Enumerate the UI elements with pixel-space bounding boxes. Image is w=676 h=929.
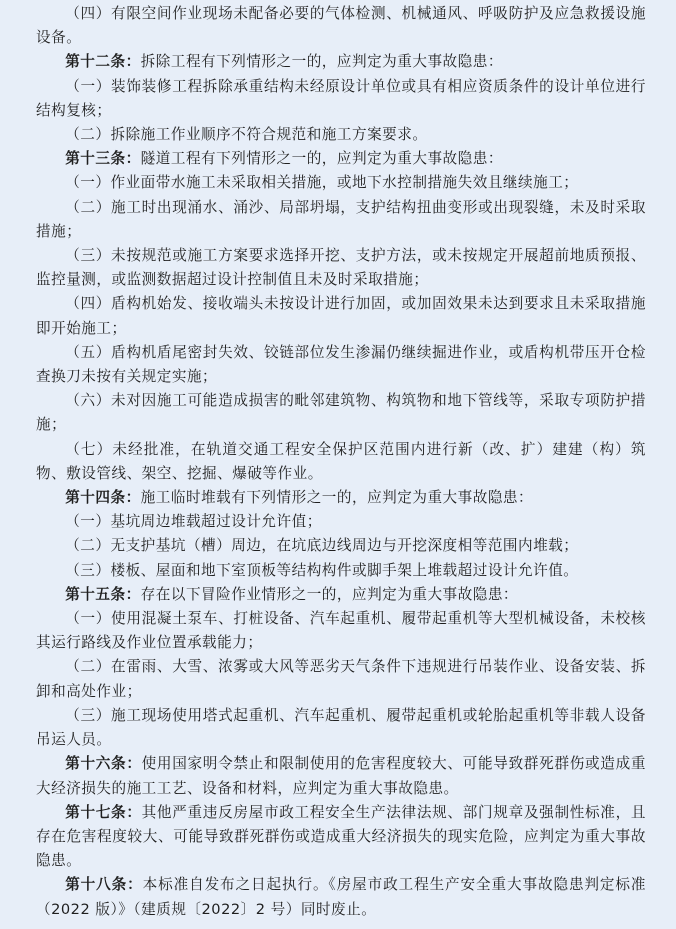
article-15-item-3	[36, 704, 646, 752]
article-13-item-2	[36, 196, 646, 244]
paragraph-text: 本标准自发布之日起执行。《房屋市政工程生产安全重大事故隐患判定标准（2022 版）》（建质规〔2022〕2 号）同时废止。	[36, 876, 646, 918]
article-label: 第十四条：	[65, 489, 141, 507]
article-18	[36, 873, 646, 921]
paragraph-text: 存在以下冒险作业情形之一的，应判定为重大事故隐患：	[140, 585, 519, 603]
article-label: 第十五条：	[65, 585, 141, 603]
paragraph-text: （七）未经批准，在轨道交通工程安全保护区范围内进行新（改、扩）建建（构）筑物、敷设管线、架空、挖掘、爆破等作业。	[36, 440, 646, 482]
article-15-heading	[36, 583, 646, 607]
paragraph-text: 使用国家明令禁止和限制使用的危害程度较大、可能导致群死群伤或造成重大经济损失的施工工艺、设备和材料，应判定为重大事故隐患。	[36, 755, 646, 797]
paragraph-text: （一）使用混凝土泵车、打桩设备、汽车起重机、履带起重机等大型机械设备，未校核其运行路线及作业位置承载能力；	[36, 610, 646, 652]
paragraph-text: （二）无支护基坑（槽）周边，在坑底边线周边与开挖深度相等范围内堆载；	[65, 537, 579, 555]
article-13-item-7	[36, 438, 646, 486]
paragraph-text: （一）基坑周边堆载超过设计允许值；	[65, 513, 322, 531]
paragraph-text: （五）盾构机盾尾密封失效、铰链部位发生渗漏仍继续掘进作业，或盾构机带压开仓检查换刀未按有关规定实施；	[36, 343, 646, 386]
paragraph-text: 施工临时堆载有下列情形之一的，应判定为重大事故隐患：	[140, 489, 534, 507]
paragraph-text: （三）施工现场使用塔式起重机、汽车起重机、履带起重机或轮胎起重机等非载人设备吊运人员。	[36, 706, 646, 749]
article-14-item-2	[36, 534, 646, 558]
paragraph-text: （三）未按规范或施工方案要求选择开挖、支护方法，或未按规定开展超前地质预报、监控量测，或监测数据超过设计控制值且未及时采取措施；	[36, 247, 646, 289]
article-12-item-1	[36, 75, 646, 123]
article-14-heading	[36, 486, 646, 510]
article-14-item-1	[36, 510, 646, 534]
article-13-item-4	[36, 292, 646, 340]
article-15-item-1	[36, 607, 646, 655]
article-13-heading	[36, 147, 646, 171]
paragraph-4-facilities	[36, 2, 646, 50]
paragraph-text: （四）有限空间作业现场未配备必要的气体检测、机械通风、呼吸防护及应急救援设施设备。	[36, 5, 646, 47]
paragraph-text: 其他严重违反房屋市政工程安全生产法律法规、部门规章及强制性标准，且存在危害程度较大、可能导致群死群伤或造成重大经济损失的现实危险，应判定为重大事故隐患。	[36, 803, 646, 870]
article-label: 第十三条：	[65, 150, 141, 168]
paragraph-text: （四）盾构机始发、接收端头未按设计进行加固，或加固效果未达到要求且未采取措施即开始施工；	[36, 295, 646, 337]
article-17	[36, 801, 646, 874]
paragraph-text: （一）作业面带水施工未采取相关措施，或地下水控制措施失效且继续施工；	[65, 174, 579, 192]
article-16	[36, 752, 646, 800]
article-14-item-3	[36, 559, 646, 583]
paragraph-text: （二）施工时出现涌水、涌沙、局部坍塌，支护结构扭曲变形或出现裂缝，未及时采取措施；	[36, 198, 646, 240]
article-label: 第十二条：	[65, 53, 141, 71]
article-13-item-1	[36, 171, 646, 195]
article-label: 第十七条：	[65, 803, 142, 821]
article-15-item-2	[36, 655, 646, 703]
paragraph-text: （六）未对因施工可能造成损害的毗邻建筑物、构筑物和地下管线等，采取专项防护措施；	[36, 392, 646, 434]
article-13-item-6	[36, 389, 646, 437]
article-12-heading	[36, 50, 646, 74]
paragraph-text: 拆除工程有下列情形之一的，应判定为重大事故隐患：	[140, 53, 503, 71]
paragraph-text: （三）楼板、屋面和地下室顶板等结构构件或脚手架上堆载超过设计允许值。	[65, 561, 579, 579]
paragraph-text: （二）拆除施工作业顺序不符合规范和施工方案要求。	[65, 126, 428, 144]
article-13-item-5	[36, 341, 646, 389]
paragraph-text: 隧道工程有下列情形之一的，应判定为重大事故隐患：	[140, 150, 503, 168]
article-12-item-2	[36, 123, 646, 147]
article-13-item-3	[36, 244, 646, 292]
paragraph-text: （一）装饰装修工程拆除承重结构未经原设计单位或具有相应资质条件的设计单位进行结构复核；	[36, 77, 646, 119]
article-label: 第十六条：	[65, 755, 142, 773]
paragraph-text: （二）在雷雨、大雪、浓雾或大风等恶劣天气条件下违规进行吊装作业、设备安装、拆卸和高处作业；	[36, 658, 646, 700]
article-label: 第十八条：	[65, 876, 143, 894]
